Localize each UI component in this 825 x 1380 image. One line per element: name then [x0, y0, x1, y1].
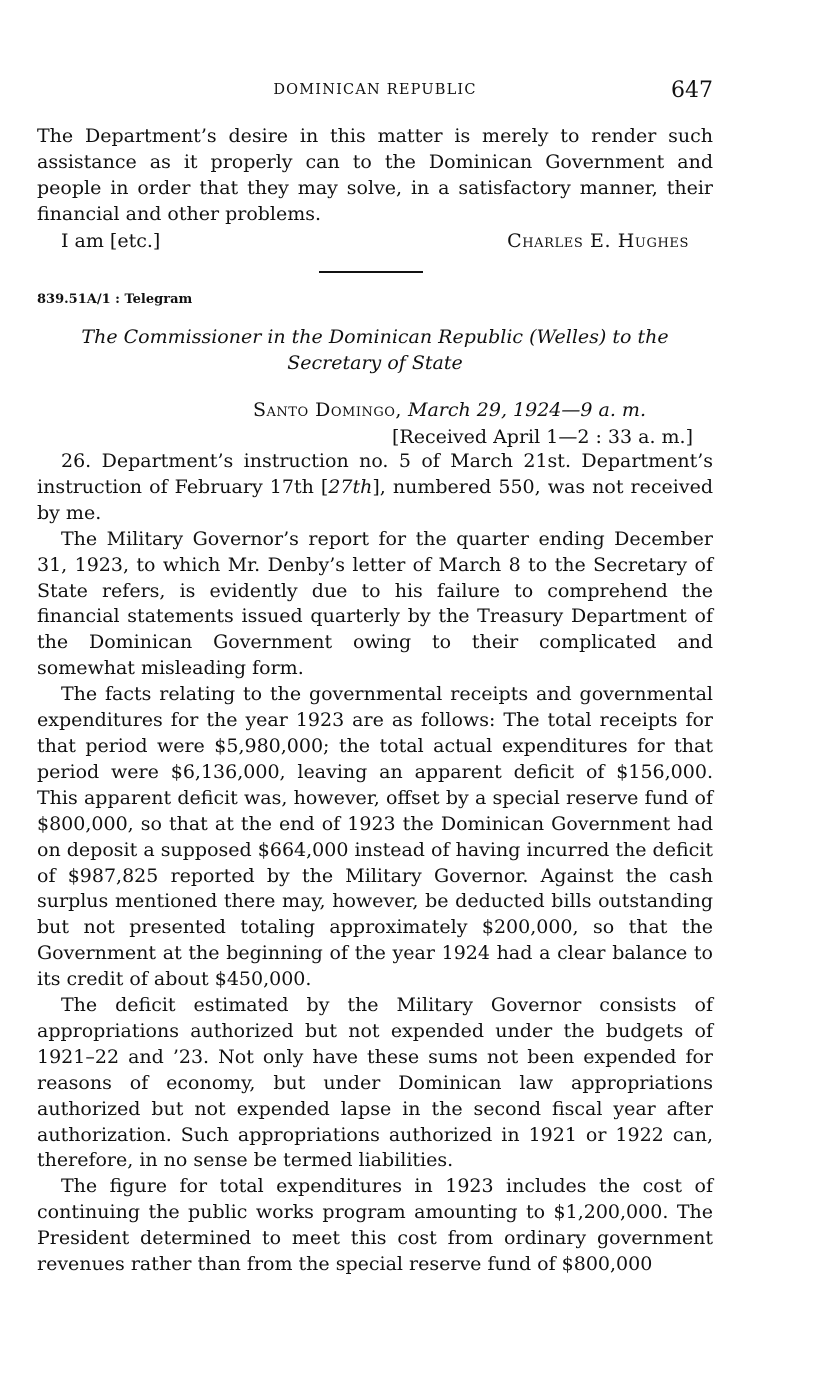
page-number: 647 — [671, 78, 713, 103]
telegram-paragraph-2: The Military Governor’s report for the quarter ending December 31, 1923, to which Mr. Denby’s letter of March 8 to the Secretary of State refers, is evidently due to his failure to comprehend the financial statements issued quarterly by the Treasury Department of the Dominican Government owing to their complicated and somewhat misleading form. — [37, 527, 713, 680]
running-head — [37, 80, 713, 106]
telegram-paragraph-1-b: ], numbered 550, was not received by me. — [37, 475, 713, 524]
document-title-line-2: Secretary of State — [287, 352, 463, 374]
opening-paragraph-block — [37, 124, 713, 228]
dateline-date: March 29, 1924—9 a. m. — [408, 399, 646, 421]
telegram-paragraph-1-italic: 27th — [328, 475, 373, 498]
running-title: DOMINICAN REPUBLIC — [273, 82, 477, 98]
received-stamp: [Received April 1—2 : 33 a. m.] — [391, 426, 693, 448]
telegram-paragraph-4: The deficit estimated by the Military Governor consists of appropriations authorized but not expended under the budgets of 1921–22 and ’23. Not only have these sums not been expended for reasons of economy, but under Dominican law appropriations authorized but not expended lapse in the second fiscal year after authorization. Such appropriations authorized in 1921 or 1922 can, therefore, in no sense be termed liabilities. — [37, 994, 713, 1172]
telegram-paragraph-5: The figure for total expenditures in 1923 includes the cost of continuing the public works program amounting to $1,200,000. The President determined to meet this cost from ordinary government revenues rather than from the special reserve fund of $800,000 — [37, 1175, 713, 1276]
document-title-line-1: The Commissioner in the Dominican Republic (Welles) to the — [81, 326, 669, 348]
opening-paragraph: The Department’s desire in this matter is merely to render such assistance as it properly can to the Dominican Government and people in order that they may solve, in a satisfactory manner, their financial and other problems. — [37, 125, 713, 225]
signature: Charles E. Hughes — [507, 230, 689, 252]
closing-salutation: I am [etc.] — [61, 230, 161, 252]
dateline-place: Santo Domingo, — [253, 399, 402, 421]
document-title — [37, 324, 713, 376]
file-number: 839.51A/1 : Telegram — [37, 292, 193, 307]
telegram-paragraph-1-a: 26. Department’s instruction no. 5 of March 21st. Department’s instruction of February 17th [ — [37, 450, 713, 498]
telegram-paragraph-3: The facts relating to the governmental receipts and governmental expenditures for the year 1923 are as follows: The total receipts for that period were $5,980,000; the total actual expenditures for that period were $6,136,000, leaving an apparent deficit of $156,000. This apparent deficit was, however, offset by a special reserve fund of $800,000, so that at the end of 1923 the Dominican Government had on deposit a supposed $664,000 instead of having incurred the deficit of $987,825 reported by the Military Governor. Against the cash surplus mentioned there may, however, be deducted bills outstanding but not presented totaling approximately $200,000, so that the Government at the beginning of the year 1924 had a clear balance to its credit of about $450,000. — [37, 683, 713, 991]
telegram-body — [37, 449, 713, 1278]
section-divider — [319, 271, 423, 273]
dateline — [253, 397, 646, 423]
telegram-paragraph-1 — [37, 449, 713, 527]
